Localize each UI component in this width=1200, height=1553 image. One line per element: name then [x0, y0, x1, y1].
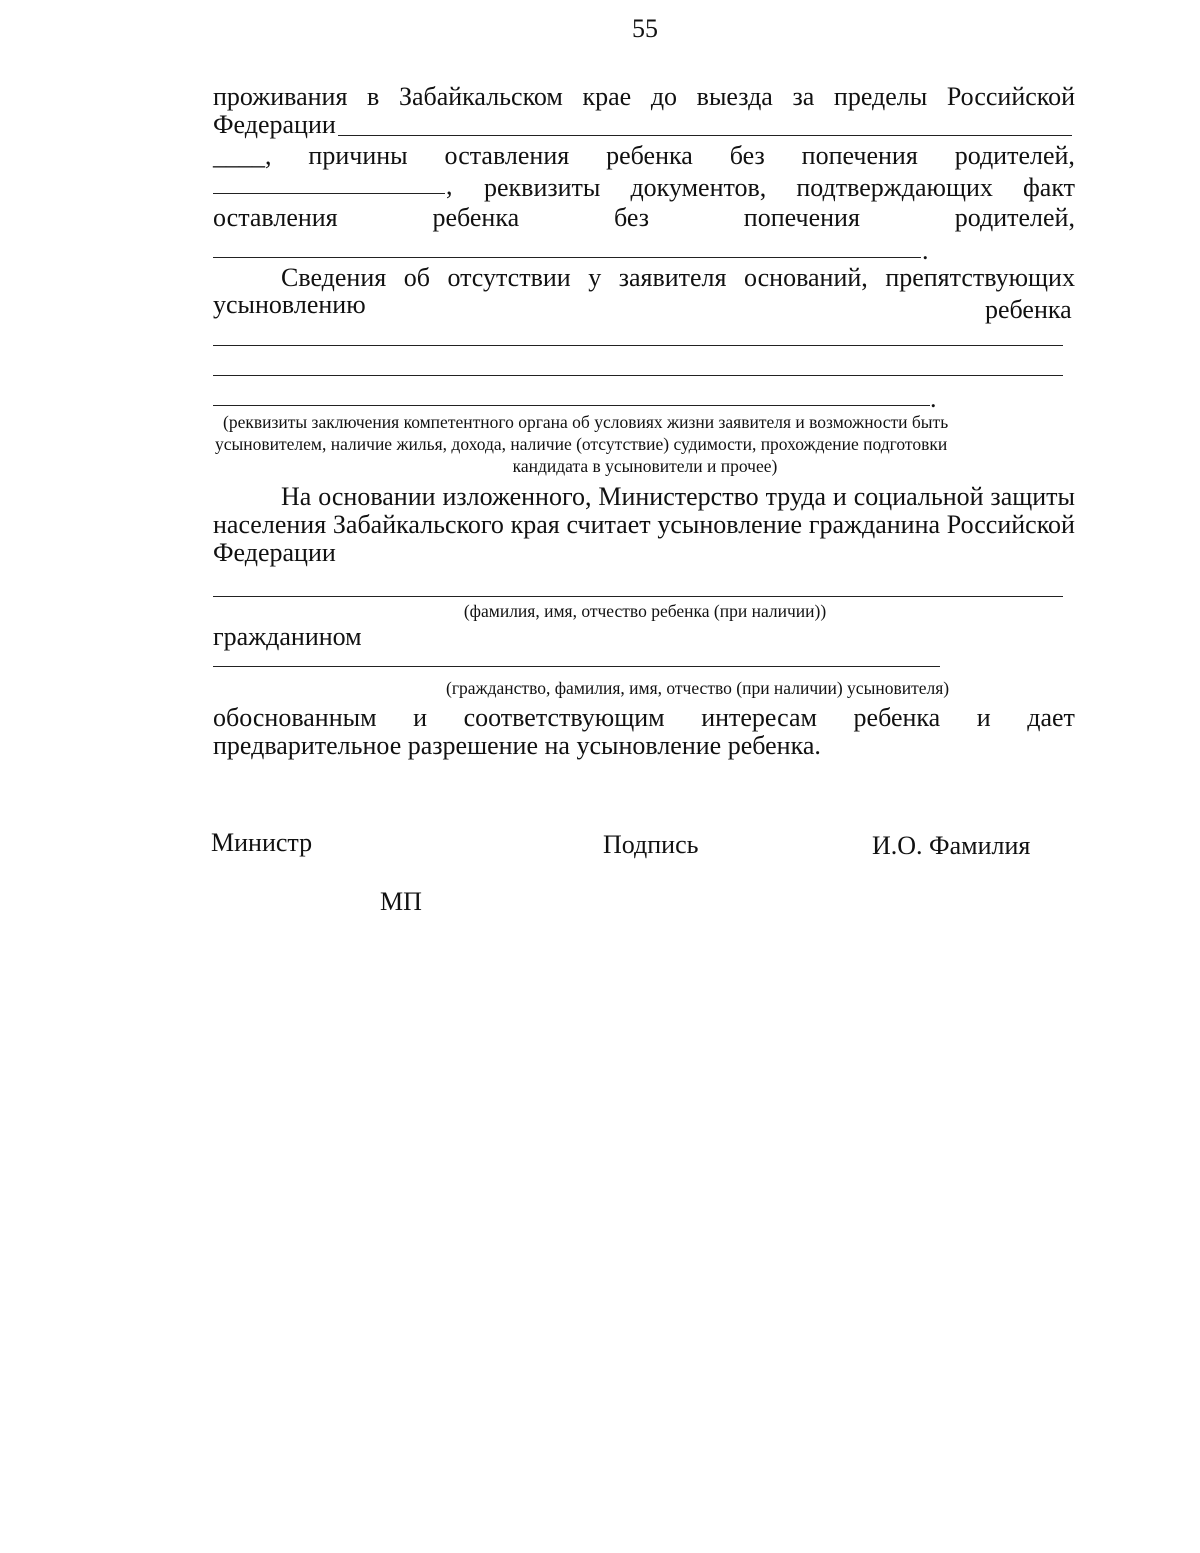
para3-final-line1 [213, 703, 1075, 733]
para3-line3: Федерации [213, 538, 336, 567]
word: Министерство [598, 482, 759, 511]
blank-line [213, 193, 445, 194]
word: крае [582, 82, 632, 111]
blank-line [213, 257, 921, 258]
word: оставления [444, 141, 570, 170]
word: и [832, 482, 847, 511]
word: ребенка [432, 203, 520, 232]
word: Сведения [281, 263, 387, 292]
para2-line2-right: ребенка [985, 295, 1072, 324]
word: проживания [213, 82, 348, 111]
comma: , [446, 171, 453, 200]
word: интересам [701, 703, 817, 732]
word: препятствующих [885, 263, 1075, 292]
blank-line [213, 375, 1063, 376]
blank-line-child-name [213, 596, 1063, 597]
word: реквизиты [484, 173, 601, 202]
period: . [922, 236, 929, 265]
word: труда [765, 482, 827, 511]
word: факт [1022, 173, 1075, 202]
word: считает [566, 510, 651, 539]
word: подтверждающих [796, 173, 993, 202]
word: в [367, 82, 380, 111]
blank-line [338, 135, 1072, 136]
para1-line3 [213, 141, 1075, 171]
word: обоснованным [213, 703, 377, 732]
word: края [510, 510, 560, 539]
para1-line1 [213, 82, 1075, 112]
name-label: И.О. Фамилия [872, 831, 1031, 860]
word: отсутствии [447, 263, 571, 292]
para2-line2-left: усыновлению [213, 290, 366, 319]
para3-line2 [213, 510, 1075, 540]
word: изложенного, [442, 482, 592, 511]
blank-line-adopter [213, 666, 940, 667]
minister-label: Министр [211, 828, 313, 857]
word: оставления [213, 203, 338, 232]
para1-line2-word: Федерации [213, 110, 336, 139]
word: На [281, 482, 312, 511]
blank-line [213, 405, 930, 406]
word: Забайкальского [332, 510, 504, 539]
blank-line [213, 345, 1063, 346]
word: родителей, [954, 141, 1075, 170]
caption-requisites-line1: (реквизиты заключения компетентного органа об условиях жизни заявителя и возможности быть [223, 412, 949, 432]
citizen-word: гражданином [213, 622, 362, 651]
word: без [729, 141, 765, 170]
signature-label: Подпись [603, 830, 699, 859]
word: ребенка [606, 141, 693, 170]
page-number: 55 [632, 14, 658, 43]
para1-line5 [213, 203, 1075, 233]
para3-line1 [281, 482, 1075, 512]
word: за [792, 82, 815, 111]
word: Российской [946, 510, 1075, 539]
word: основании [318, 482, 436, 511]
word: документов, [630, 173, 767, 202]
word: об [403, 263, 430, 292]
word: пределы [833, 82, 928, 111]
para2-line1 [281, 263, 1075, 293]
word: до [650, 82, 678, 111]
word: родителей, [954, 203, 1075, 232]
word: попечения [743, 203, 860, 232]
word: и [976, 703, 991, 732]
word: дает [1027, 703, 1075, 732]
word: заявителя [618, 263, 727, 292]
caption-requisites-line3: кандидата в усыновители и прочее) [512, 456, 778, 476]
word: усыновление [657, 510, 803, 539]
word: гражданина [808, 510, 941, 539]
word: Забайкальском [398, 82, 563, 111]
word: выезда [696, 82, 773, 111]
word: соответствующим [463, 703, 665, 732]
word: населения [213, 510, 327, 539]
stamp-label: МП [380, 887, 422, 916]
word: причины [308, 141, 408, 170]
word: социальной [853, 482, 984, 511]
caption-adopter: (гражданство, фамилия, имя, отчество (при наличии) усыновителя) [446, 678, 950, 698]
period: . [930, 384, 937, 413]
word: ____, [213, 141, 272, 170]
caption-child-name: (фамилия, имя, отчество ребенка (при наличии)) [463, 601, 827, 621]
para1-line4 [484, 173, 1075, 203]
word: у [588, 263, 602, 292]
word: Российской [946, 82, 1075, 111]
word: оснований, [743, 263, 868, 292]
word: попечения [801, 141, 918, 170]
word: защиты [990, 482, 1075, 511]
caption-requisites-line2: усыновителем, наличие жилья, дохода, наличие (отсутствие) судимости, прохождение подготовки [215, 434, 948, 454]
word: и [413, 703, 428, 732]
para3-final-line2: предварительное разрешение на усыновление ребенка. [213, 731, 821, 760]
word: без [613, 203, 649, 232]
word: ребенка [853, 703, 941, 732]
